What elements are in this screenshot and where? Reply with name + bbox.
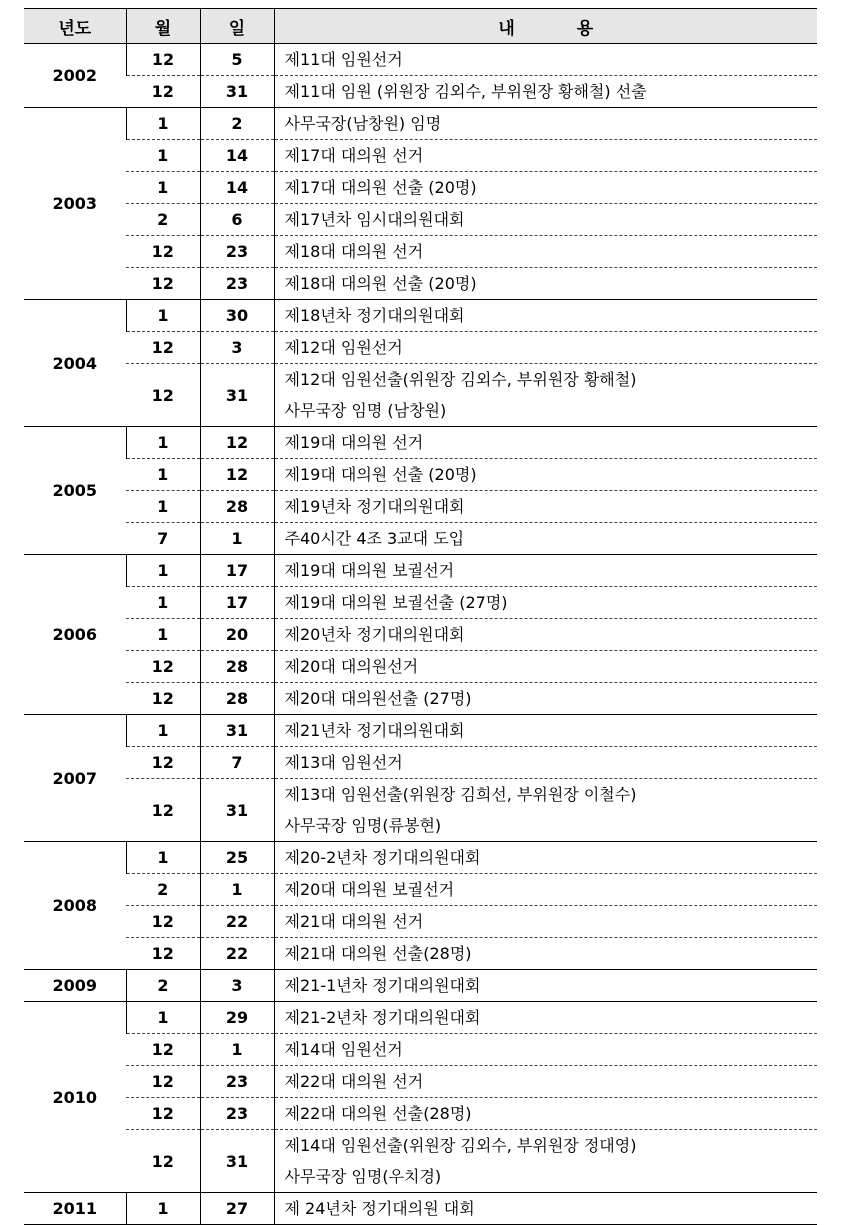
content-line: 제17대 대의원 선출 (20명) xyxy=(284,178,477,197)
day-cell: 3 xyxy=(200,970,274,1002)
day-cell: 31 xyxy=(200,779,274,842)
month-cell: 12 xyxy=(126,1098,200,1130)
day-cell: 12 xyxy=(200,427,274,459)
month-cell: 7 xyxy=(126,523,200,555)
table-row xyxy=(24,459,817,491)
table-row xyxy=(24,76,817,108)
day-cell: 25 xyxy=(200,842,274,874)
content-cell xyxy=(274,1066,817,1098)
day-cell: 29 xyxy=(200,1002,274,1034)
month-cell: 1 xyxy=(126,427,200,459)
month-cell: 12 xyxy=(126,1130,200,1193)
day-cell: 12 xyxy=(200,459,274,491)
table-row xyxy=(24,268,817,300)
day-cell: 5 xyxy=(200,44,274,76)
table-row xyxy=(24,300,817,332)
month-cell: 12 xyxy=(126,76,200,108)
year-cell: 2006 xyxy=(24,555,126,715)
table-row xyxy=(24,1130,817,1193)
content-cell xyxy=(274,172,817,204)
content-cell xyxy=(274,1130,817,1193)
month-cell: 1 xyxy=(126,1193,200,1225)
content-cell xyxy=(274,523,817,555)
table-row xyxy=(24,172,817,204)
header-year: 년도 xyxy=(24,9,126,44)
day-cell: 31 xyxy=(200,76,274,108)
month-cell: 12 xyxy=(126,683,200,715)
month-cell: 1 xyxy=(126,108,200,140)
year-cell: 2010 xyxy=(24,1002,126,1193)
table-row xyxy=(24,427,817,459)
content-cell xyxy=(274,459,817,491)
day-cell: 23 xyxy=(200,268,274,300)
content-cell xyxy=(274,1193,817,1225)
content-line: 제12대 임원선거 xyxy=(284,338,403,357)
month-cell: 12 xyxy=(126,364,200,427)
content-line: 제20-2년차 정기대의원대회 xyxy=(284,848,481,867)
day-cell: 23 xyxy=(200,236,274,268)
month-cell: 1 xyxy=(126,491,200,523)
day-cell: 20 xyxy=(200,619,274,651)
month-cell: 1 xyxy=(126,715,200,747)
content-cell xyxy=(274,842,817,874)
content-line: 제22대 대의원 선출(28명) xyxy=(284,1104,472,1123)
day-cell: 28 xyxy=(200,491,274,523)
content-cell xyxy=(274,970,817,1002)
content-line: 제18년차 정기대의원대회 xyxy=(284,306,465,325)
day-cell: 28 xyxy=(200,651,274,683)
month-cell: 1 xyxy=(126,459,200,491)
content-cell xyxy=(274,779,817,842)
content-line: 제19대 대의원 보궐선출 (27명) xyxy=(284,593,508,612)
month-cell: 12 xyxy=(126,332,200,364)
content-line: 제20대 대의원 보궐선거 xyxy=(284,880,455,899)
table-row xyxy=(24,1098,817,1130)
content-line: 사무국장 임명(우치경) xyxy=(284,1167,442,1186)
day-cell: 1 xyxy=(200,874,274,906)
content-line: 제17대 대의원 선거 xyxy=(284,146,424,165)
month-cell: 2 xyxy=(126,204,200,236)
year-cell: 2007 xyxy=(24,715,126,842)
day-cell: 14 xyxy=(200,172,274,204)
day-cell: 3 xyxy=(200,332,274,364)
content-line: 제14대 임원선거 xyxy=(284,1040,403,1059)
day-cell: 31 xyxy=(200,364,274,427)
content-line: 사무국장(남창원) 임명 xyxy=(284,114,442,133)
content-line: 제21대 대의원 선출(28명) xyxy=(284,944,472,963)
month-cell: 2 xyxy=(126,874,200,906)
content-cell xyxy=(274,268,817,300)
table-row xyxy=(24,619,817,651)
day-cell: 30 xyxy=(200,300,274,332)
day-cell: 28 xyxy=(200,683,274,715)
table-row xyxy=(24,1034,817,1066)
day-cell: 17 xyxy=(200,587,274,619)
table-row xyxy=(24,332,817,364)
content-line: 제11대 임원선거 xyxy=(284,50,403,69)
table-row xyxy=(24,1002,817,1034)
month-cell: 2 xyxy=(126,970,200,1002)
content-line: 제17년차 임시대의원대회 xyxy=(284,210,465,229)
content-line: 사무국장 임명 (남창원) xyxy=(284,401,447,420)
month-cell: 12 xyxy=(126,236,200,268)
day-cell: 14 xyxy=(200,140,274,172)
content-line: 제12대 임원선출(위원장 김외수, 부위원장 황해철) xyxy=(284,370,637,389)
month-cell: 12 xyxy=(126,1034,200,1066)
content-line: 제19대 대의원 보궐선거 xyxy=(284,561,455,580)
month-cell: 1 xyxy=(126,842,200,874)
month-cell: 12 xyxy=(126,268,200,300)
day-cell: 22 xyxy=(200,938,274,970)
table-row xyxy=(24,842,817,874)
content-cell xyxy=(274,1098,817,1130)
content-line: 제21대 대의원 선거 xyxy=(284,912,424,931)
year-cell: 2009 xyxy=(24,970,126,1002)
content-line: 제13대 임원선출(위원장 김희선, 부위원장 이철수) xyxy=(284,785,637,804)
table-row xyxy=(24,204,817,236)
content-cell xyxy=(274,332,817,364)
history-table xyxy=(24,8,817,1225)
content-line: 제21년차 정기대의원대회 xyxy=(284,721,465,740)
content-line: 제19대 대의원 선출 (20명) xyxy=(284,465,477,484)
year-cell: 2011 xyxy=(24,1193,126,1225)
content-cell xyxy=(274,555,817,587)
content-line: 제20년차 정기대의원대회 xyxy=(284,625,465,644)
content-cell xyxy=(274,427,817,459)
day-cell: 27 xyxy=(200,1193,274,1225)
year-cell: 2005 xyxy=(24,427,126,555)
month-cell: 1 xyxy=(126,140,200,172)
content-cell xyxy=(274,1002,817,1034)
content-line: 주40시간 4조 3교대 도입 xyxy=(284,529,465,548)
content-line: 사무국장 임명(류봉현) xyxy=(284,816,442,835)
day-cell: 6 xyxy=(200,204,274,236)
content-line: 제14대 임원선출(위원장 김외수, 부위원장 정대영) xyxy=(284,1136,637,1155)
content-line: 제21-2년차 정기대의원대회 xyxy=(284,1008,481,1027)
month-cell: 1 xyxy=(126,172,200,204)
year-cell: 2002 xyxy=(24,44,126,108)
content-line: 제19년차 정기대의원대회 xyxy=(284,497,465,516)
day-cell: 2 xyxy=(200,108,274,140)
table-row xyxy=(24,651,817,683)
content-cell xyxy=(274,747,817,779)
month-cell: 12 xyxy=(126,651,200,683)
month-cell: 1 xyxy=(126,555,200,587)
month-cell: 1 xyxy=(126,1002,200,1034)
header-content: 내 용 xyxy=(274,9,817,44)
table-row xyxy=(24,874,817,906)
day-cell: 23 xyxy=(200,1066,274,1098)
month-cell: 12 xyxy=(126,1066,200,1098)
content-cell xyxy=(274,236,817,268)
content-cell xyxy=(274,204,817,236)
year-cell: 2004 xyxy=(24,300,126,427)
month-cell: 1 xyxy=(126,619,200,651)
month-cell: 12 xyxy=(126,747,200,779)
content-line: 제 24년차 정기대의원 대회 xyxy=(284,1199,475,1218)
month-cell: 12 xyxy=(126,44,200,76)
month-cell: 12 xyxy=(126,938,200,970)
table-row xyxy=(24,491,817,523)
table-row xyxy=(24,108,817,140)
content-line: 제20대 대의원선거 xyxy=(284,657,419,676)
content-cell xyxy=(274,938,817,970)
content-cell xyxy=(274,619,817,651)
table-row xyxy=(24,140,817,172)
table-row xyxy=(24,555,817,587)
content-line: 제22대 대의원 선거 xyxy=(284,1072,424,1091)
content-line: 제18대 대의원 선거 xyxy=(284,242,424,261)
table-row xyxy=(24,1193,817,1225)
day-cell: 22 xyxy=(200,906,274,938)
content-cell xyxy=(274,76,817,108)
content-cell xyxy=(274,906,817,938)
table-row xyxy=(24,779,817,842)
table-row xyxy=(24,715,817,747)
header-month: 월 xyxy=(126,9,200,44)
header-row xyxy=(24,9,817,44)
table-body xyxy=(24,44,817,1225)
year-cell: 2008 xyxy=(24,842,126,970)
day-cell: 17 xyxy=(200,555,274,587)
content-cell xyxy=(274,491,817,523)
table-row xyxy=(24,236,817,268)
day-cell: 1 xyxy=(200,523,274,555)
day-cell: 23 xyxy=(200,1098,274,1130)
day-cell: 31 xyxy=(200,715,274,747)
table-row xyxy=(24,1066,817,1098)
table-row xyxy=(24,587,817,619)
content-cell xyxy=(274,874,817,906)
content-line: 제19대 대의원 선거 xyxy=(284,433,424,452)
year-cell: 2003 xyxy=(24,108,126,300)
day-cell: 1 xyxy=(200,1034,274,1066)
content-line: 제20대 대의원선출 (27명) xyxy=(284,689,472,708)
month-cell: 1 xyxy=(126,300,200,332)
month-cell: 12 xyxy=(126,906,200,938)
content-cell xyxy=(274,683,817,715)
table-row xyxy=(24,523,817,555)
table-row xyxy=(24,747,817,779)
content-cell xyxy=(274,140,817,172)
day-cell: 31 xyxy=(200,1130,274,1193)
table-row xyxy=(24,364,817,427)
table-row xyxy=(24,44,817,76)
content-line: 제13대 임원선거 xyxy=(284,753,403,772)
content-cell xyxy=(274,651,817,683)
table-row xyxy=(24,970,817,1002)
content-cell xyxy=(274,587,817,619)
table-row xyxy=(24,906,817,938)
header-day: 일 xyxy=(200,9,274,44)
content-line: 제11대 임원 (위원장 김외수, 부위원장 황해철) 선출 xyxy=(284,82,647,101)
content-cell xyxy=(274,108,817,140)
content-cell xyxy=(274,364,817,427)
day-cell: 7 xyxy=(200,747,274,779)
content-line: 제21-1년차 정기대의원대회 xyxy=(284,976,481,995)
content-cell xyxy=(274,715,817,747)
content-cell xyxy=(274,44,817,76)
month-cell: 1 xyxy=(126,587,200,619)
month-cell: 12 xyxy=(126,779,200,842)
table-row xyxy=(24,683,817,715)
content-line: 제18대 대의원 선출 (20명) xyxy=(284,274,477,293)
table-row xyxy=(24,938,817,970)
content-cell xyxy=(274,1034,817,1066)
content-cell xyxy=(274,300,817,332)
